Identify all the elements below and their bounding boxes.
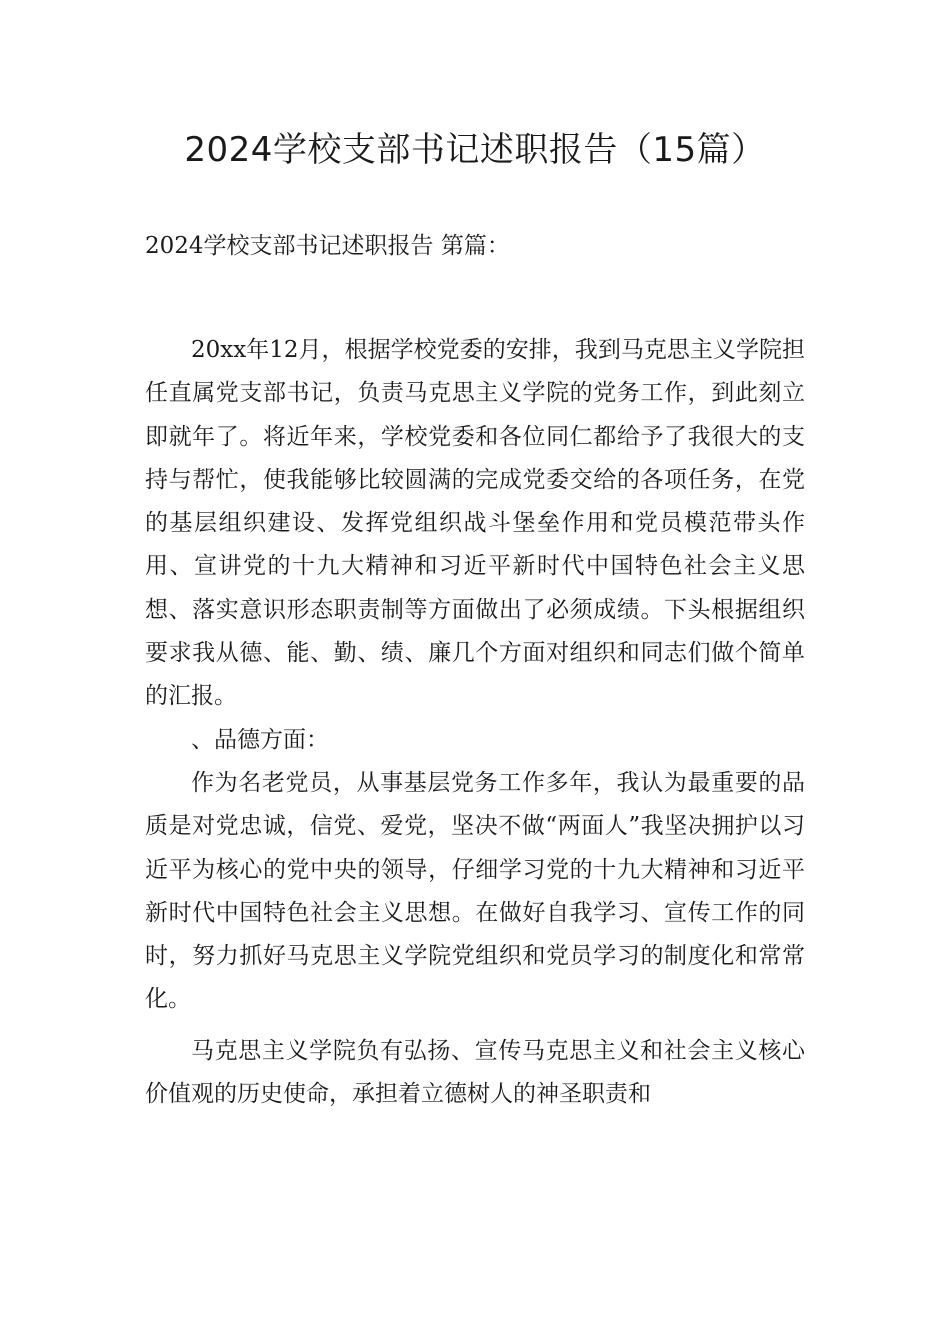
section-heading-character: 、品德方面： — [191, 726, 329, 753]
paragraph-mission: 马克思主义学院负有弘扬、宣传马克思主义和社会主义核心价值观的历史使命，承担着立德树人的神圣职责和 — [145, 1037, 805, 1108]
document-subtitle: 2024学校支部书记述职报告 第篇： — [145, 233, 510, 259]
document-title: 2024学校支部书记述职报告（15篇） — [184, 130, 766, 170]
document-body — [145, 329, 805, 1116]
paragraph-intro: 20xx年12月，根据学校党委的安排，我到马克思主义学院担任直属党支部书记，负责马克思主义学院的党务工作，到此刻立即就年了。将近年来，学校党委和各位同仁都给予了我很大的支持与帮忙，使我能够比较圆满的完成党委交给的各项任务，在党的基层组织建设、发挥党组织战斗堡垒作用和党员模范带头作用、宣讲党的十九大精神和习近平新时代中国特色社会主义思想、落实意识形态职责制等方面做出了必须成绩。下头根据组织要求我从德、能、勤、绩、廉几个方面对组织和同志们做个简单的汇报。 — [145, 337, 805, 710]
paragraph-character: 作为名老党员，从事基层党务工作多年，我认为最重要的品质是对党忠诚，信党、爱党，坚决不做“两面人”我坚决拥护以习近平为核心的党中央的领导，仔细学习党的十九大精神和习近平新时代中国特色社会主义思想。在做好自我学习、宣传工作的同时，努力抓好马克思主义学院党组织和党员学习的制度化和常常化。 — [145, 769, 805, 1013]
